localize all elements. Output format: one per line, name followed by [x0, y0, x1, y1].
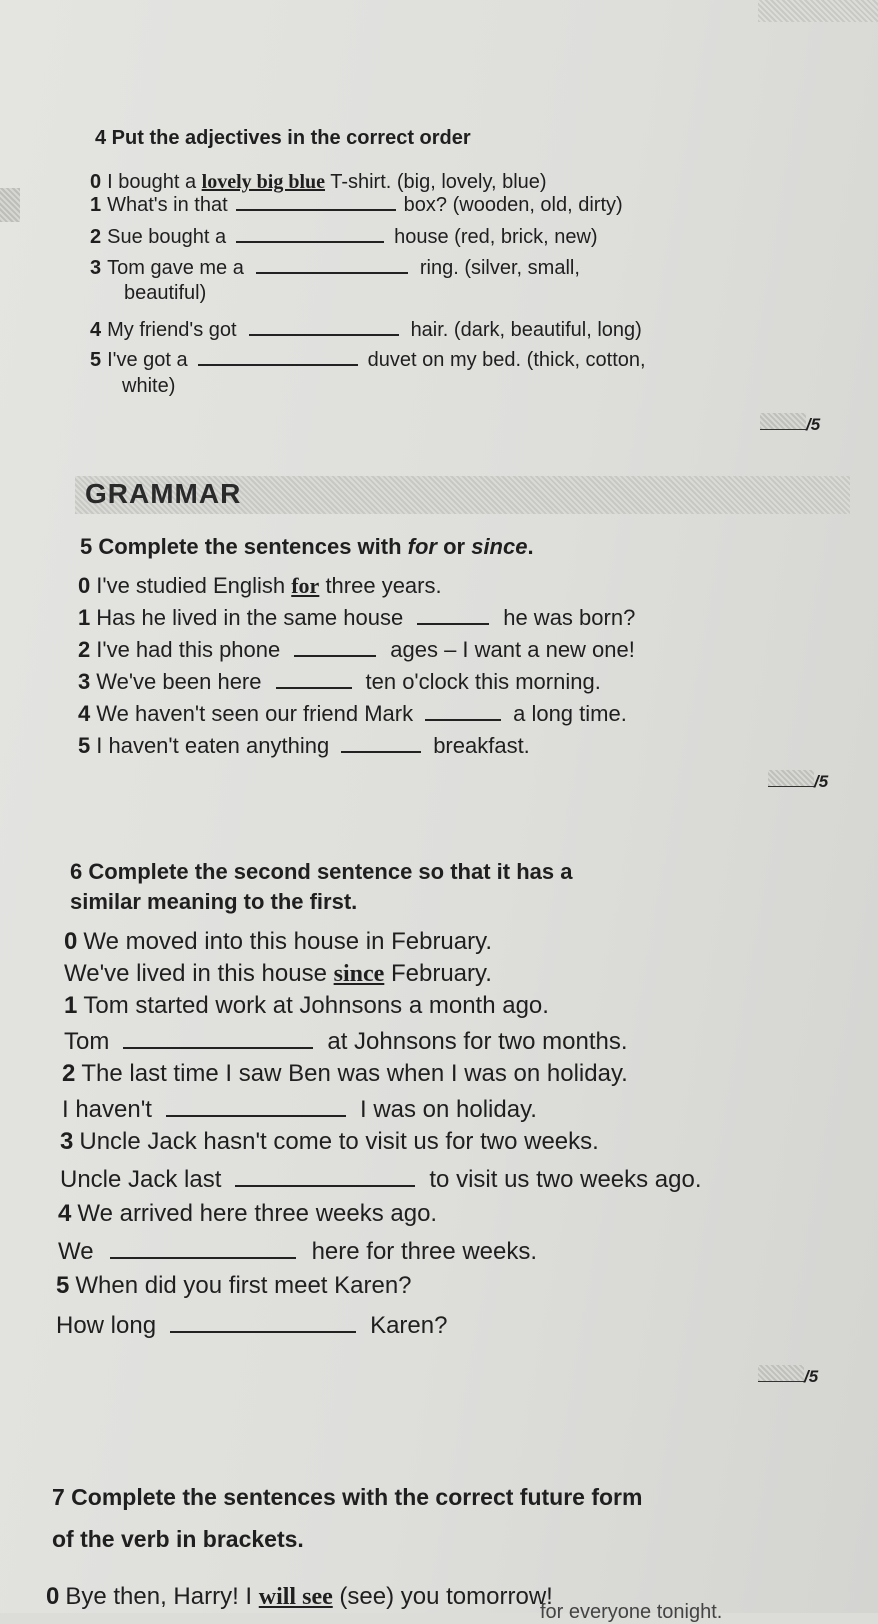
answer-blank[interactable]	[417, 605, 489, 625]
item-text: We arrived here three weeks ago.	[77, 1200, 438, 1227]
item-number: 0	[46, 1583, 60, 1610]
ex6-item-1-second	[64, 1028, 628, 1056]
ex4-item-4	[90, 316, 642, 342]
item-number: 3	[78, 669, 91, 694]
ex6-item-2-first	[62, 1060, 628, 1088]
ex5-item-3	[78, 669, 601, 695]
ex4-item-5-cont: white)	[122, 375, 176, 397]
answer-blank[interactable]	[198, 346, 358, 366]
title-text: or	[436, 534, 472, 559]
item-text: The last time I saw Ben was when I was on holiday.	[81, 1060, 628, 1087]
ex6-item-0-first	[64, 928, 492, 956]
ex5-score	[768, 770, 828, 792]
ex5-item-0	[78, 573, 442, 599]
title-text: .	[527, 534, 534, 559]
ex4-item-5	[90, 346, 646, 372]
item-number: 2	[78, 637, 91, 662]
ex5-item-2	[78, 637, 635, 663]
ex5-title	[80, 534, 534, 560]
section-title: GRAMMAR	[85, 478, 242, 509]
ex6-item-5-second	[56, 1312, 447, 1340]
example-answer: for	[291, 573, 320, 598]
ex6-title-line-1: 6 Complete the second sentence so that it has a	[70, 859, 573, 884]
item-text: to visit us two weeks ago.	[429, 1166, 702, 1193]
item-text: How long	[56, 1312, 157, 1339]
ex7-title-line-2: of the verb in brackets.	[52, 1526, 304, 1552]
item-text: ten o'clock this morning.	[365, 669, 601, 694]
item-text: T-shirt. (big, lovely, blue)	[325, 171, 547, 193]
ex7-item-0	[46, 1583, 553, 1611]
item-text: I haven't eaten anything	[96, 733, 330, 758]
ex4-title: 4 Put the adjectives in the correct order	[95, 127, 471, 149]
item-text: Uncle Jack hasn't come to visit us for two weeks.	[79, 1128, 599, 1155]
item-number: 4	[78, 701, 91, 726]
answer-blank[interactable]	[110, 1239, 296, 1259]
item-text: We	[58, 1238, 94, 1265]
item-text: here for three weeks.	[311, 1238, 538, 1265]
ex6-score	[758, 1365, 818, 1387]
corner-pattern	[758, 0, 878, 22]
item-text: We've lived in this house	[64, 960, 334, 987]
item-text: We haven't seen our friend Mark	[96, 701, 414, 726]
item-text: Tom gave me a	[107, 257, 244, 279]
answer-blank[interactable]	[294, 637, 376, 657]
ex4-item-2	[90, 223, 598, 249]
item-text: Has he lived in the same house	[96, 605, 404, 630]
item-number: 1	[78, 605, 91, 630]
answer-blank[interactable]	[276, 669, 352, 689]
item-text: three years.	[319, 573, 442, 598]
ex5-item-1	[78, 605, 635, 631]
score-total: /5	[804, 1367, 819, 1386]
item-number: 3	[90, 257, 102, 279]
item-text: We moved into this house in February.	[83, 928, 493, 955]
score-total: /5	[806, 415, 821, 434]
ex7-title-line-1: 7 Complete the sentences with the correct future form	[52, 1484, 643, 1510]
answer-blank[interactable]	[236, 223, 384, 243]
item-text: at Johnsons for two months.	[327, 1028, 628, 1055]
example-answer: since	[333, 961, 385, 987]
item-text: a long time.	[513, 701, 627, 726]
ex4-item-1	[90, 191, 623, 217]
score-blank[interactable]	[758, 1365, 804, 1382]
ex6-item-4-first	[58, 1200, 437, 1228]
item-text: ages – I want a new one!	[390, 637, 635, 662]
item-text: Sue bought a	[107, 226, 227, 248]
item-text: Bye then, Harry! I	[65, 1583, 259, 1610]
ex6-item-5-first	[56, 1272, 412, 1300]
item-number: 1	[64, 992, 78, 1019]
item-text: box? (wooden, old, dirty)	[403, 194, 623, 216]
item-text: Tom	[64, 1028, 110, 1055]
title-text: 5 Complete the sentences with	[80, 534, 408, 559]
item-text: (see) you tomorrow!	[332, 1583, 553, 1610]
title-for: for	[407, 534, 437, 559]
ex5-item-4	[78, 701, 627, 727]
score-blank[interactable]	[760, 413, 806, 430]
ex7-cutoff-text: for everyone tonight.	[540, 1601, 723, 1623]
item-text: Karen?	[370, 1312, 448, 1339]
item-number: 5	[90, 349, 102, 371]
item-text: We've been here	[96, 669, 262, 694]
item-number: 5	[56, 1272, 70, 1299]
answer-blank[interactable]	[249, 316, 399, 336]
item-number: 4	[90, 319, 102, 341]
item-text: My friend's got	[107, 319, 237, 341]
item-number: 3	[60, 1128, 74, 1155]
item-number: 0	[90, 171, 102, 193]
item-text: February.	[384, 960, 492, 987]
item-text: Uncle Jack last	[60, 1166, 222, 1193]
item-number: 0	[64, 928, 78, 955]
item-text: I haven't	[62, 1096, 152, 1123]
answer-blank[interactable]	[425, 701, 501, 721]
score-total: /5	[814, 772, 829, 791]
item-text: Tom started work at Johnsons a month ago.	[83, 992, 549, 1019]
ex5-item-5	[78, 733, 530, 759]
ex6-item-2-second	[62, 1096, 537, 1124]
side-pattern	[0, 188, 20, 222]
item-number: 2	[90, 226, 102, 248]
item-number: 1	[90, 194, 102, 216]
item-text: ring. (silver, small,	[419, 257, 580, 279]
item-number: 4	[58, 1200, 72, 1227]
title-since: since	[471, 534, 528, 559]
example-answer: will see	[258, 1584, 333, 1610]
answer-blank[interactable]	[170, 1313, 356, 1333]
item-text: I was on holiday.	[359, 1096, 537, 1123]
item-text: What's in that	[107, 194, 228, 216]
score-blank[interactable]	[768, 770, 814, 787]
ex6-item-1-first	[64, 992, 549, 1020]
item-text: I've studied English	[96, 573, 292, 598]
item-text: I've had this phone	[96, 637, 281, 662]
ex6-item-3-first	[60, 1128, 599, 1156]
ex6-title-line-2: similar meaning to the first.	[70, 889, 358, 914]
item-text: I bought a	[107, 171, 202, 193]
example-answer: lovely big blue	[201, 171, 326, 193]
ex6-item-0-second	[64, 960, 492, 988]
item-text: house (red, brick, new)	[394, 226, 598, 248]
answer-blank[interactable]	[235, 1167, 415, 1187]
answer-blank[interactable]	[123, 1029, 313, 1049]
item-number: 2	[62, 1060, 76, 1087]
ex4-score	[760, 413, 820, 435]
ex6-item-4-second	[58, 1238, 537, 1266]
item-text: duvet on my bed. (thick, cotton,	[367, 349, 646, 371]
ex6-item-3-second	[60, 1166, 702, 1194]
item-text: hair. (dark, beautiful, long)	[410, 319, 642, 341]
item-number: 5	[78, 733, 91, 758]
answer-blank[interactable]	[256, 254, 408, 274]
item-text: breakfast.	[433, 733, 530, 758]
ex4-item-3-cont: beautiful)	[124, 282, 207, 304]
ex4-item-3	[90, 254, 580, 280]
item-text: he was born?	[503, 605, 636, 630]
answer-blank[interactable]	[166, 1097, 346, 1117]
item-text: When did you first meet Karen?	[75, 1272, 412, 1299]
answer-blank[interactable]	[341, 733, 421, 753]
item-text: I've got a	[107, 349, 188, 371]
answer-blank[interactable]	[236, 191, 396, 211]
item-number: 0	[78, 573, 91, 598]
